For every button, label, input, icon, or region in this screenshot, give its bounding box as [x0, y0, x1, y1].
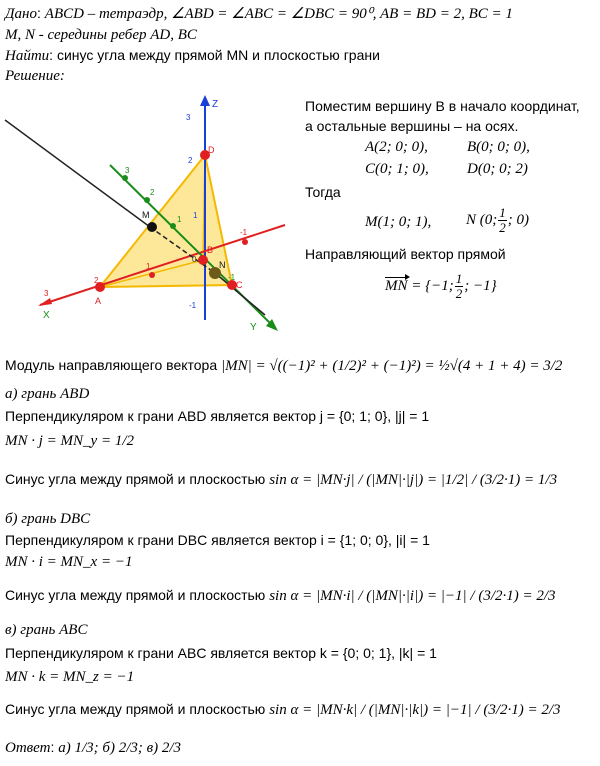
part-c-sine-text: Синус угла между прямой и плоскостью	[5, 701, 266, 717]
coord-N-open: (0;	[479, 211, 498, 228]
x-axis-arrow	[38, 298, 52, 306]
modulus-text: Модуль направляющего вектора	[5, 357, 218, 373]
y-tick-neg1: -1	[228, 273, 236, 282]
answer-line: Ответ: а) 1/3; б) 2/3; в) 2/3	[5, 739, 182, 756]
coord-N	[466, 206, 529, 235]
z-axis-arrow	[200, 95, 210, 106]
right-line-1: Поместим вершину B в начало координат,	[305, 98, 580, 114]
coord-C: C(0; 1; 0),	[365, 161, 429, 177]
then-label: Тогда	[305, 184, 341, 200]
x-tick-1: 1	[146, 262, 151, 271]
part-c-dot: MN · k = MN_z = −1	[5, 669, 135, 685]
vector-MN-eq: = {−1;	[411, 277, 454, 294]
given-line: Дано: ABCD – тетраэдр, ∠ABD = ∠ABC = ∠DBC = 90⁰, AB = BD = 2, BC = 1	[5, 5, 513, 22]
x-tick-3: 3	[44, 289, 49, 298]
midpoint-M-label: M	[142, 210, 150, 220]
find-label: Найти	[5, 48, 50, 64]
coord-M: M(1; 0; 1),	[365, 214, 432, 230]
given-text: ABCD – тетраэдр, ∠ABD = ∠ABC = ∠DBC = 90⁰, AB = BD = 2, BC = 1	[44, 6, 513, 22]
coord-B: B(0; 0; 0),	[467, 139, 530, 155]
x-tick-dot-1	[149, 272, 155, 278]
vector-MN-den: 2	[455, 286, 463, 301]
find-line: Найти: синус угла между прямой MN и плоскостью грани	[5, 47, 380, 64]
part-c-perp: Перпендикуляром к грани ABC является вектор k = {0; 0; 1}, |k| = 1	[5, 645, 437, 661]
point-B	[198, 255, 208, 265]
vector-MN-def	[385, 272, 497, 301]
midpoints-text: M, N - середины ребер AD, BC	[5, 27, 197, 43]
midpoint-N-label: N	[219, 260, 226, 270]
x-axis-label: X	[43, 310, 50, 321]
part-a-sine-text: Синус угла между прямой и плоскостью	[5, 471, 266, 487]
answer-text: а) 1/3; б) 2/3; в) 2/3	[58, 740, 182, 756]
vector-MN-frac	[455, 272, 464, 301]
tetrahedron-figure	[0, 90, 300, 340]
z-axis-label: Z	[212, 99, 219, 110]
vector-MN: MN	[385, 277, 408, 294]
coord-A: A(2; 0; 0),	[365, 139, 428, 155]
part-b-dot: MN · i = MN_x = −1	[5, 554, 133, 570]
y-tick-1: 1	[177, 215, 182, 224]
coord-N-num: 1	[499, 205, 506, 220]
z-tick-2: 2	[188, 156, 193, 165]
modulus-line	[5, 356, 562, 375]
z-tick-3: 3	[186, 113, 191, 122]
solution-label: Решение:	[5, 68, 65, 84]
given-label: Дано	[5, 6, 37, 22]
y-tick-dot-3	[122, 175, 128, 181]
vertex-D-label: D	[208, 145, 215, 155]
part-a-title: а) грань ABD	[5, 386, 90, 402]
part-b-sine	[5, 586, 556, 605]
coord-N-frac	[498, 206, 507, 235]
part-b-perp: Перпендикуляром к грани DBC является вектор i = {1; 0; 0}, |i| = 1	[5, 532, 430, 548]
part-b-sine-formula: sin α = |MN·i| / (|MN|·|i|) = |−1| / (3/2·1) = 2/3	[269, 588, 556, 604]
z-tick-1: 1	[193, 211, 198, 220]
part-a-sine	[5, 470, 557, 489]
find-text: синус угла между прямой MN и плоскостью грани	[56, 47, 380, 63]
midpoints-line	[5, 25, 197, 44]
vertex-B-label: B	[207, 245, 214, 255]
part-a-dot: MN · j = MN_y = 1/2	[5, 433, 134, 449]
vector-MN-num: 1	[455, 271, 463, 286]
x-tick-neg1: -1	[240, 228, 248, 237]
part-a-sine-formula: sin α = |MN·j| / (|MN|·|j|) = |1/2| / (3/2·1) = 1/3	[269, 472, 558, 488]
part-b-title: б) грань DBC	[5, 511, 91, 527]
coord-N-close: ; 0)	[507, 211, 530, 228]
y-tick-dot-1	[170, 223, 176, 229]
direction-label: Направляющий вектор прямой	[305, 246, 506, 262]
part-b-sine-text: Синус угла между прямой и плоскостью	[5, 587, 266, 603]
right-line-2: а остальные вершины – на осях.	[305, 118, 519, 134]
y-tick-2: 2	[150, 188, 155, 197]
vector-MN-close: ; −1}	[464, 277, 497, 294]
coord-N-prefix: N	[466, 211, 477, 228]
y-axis-label: Y	[250, 322, 257, 333]
x-tick-dot-neg1	[242, 239, 248, 245]
vertex-C-label: C	[236, 280, 243, 290]
part-c-sine	[5, 700, 561, 719]
part-c-sine-formula: sin α = |MN·k| / (|MN|·|k|) = |−1| / (3/2·1) = 2/3	[269, 702, 561, 718]
y-tick-3: 3	[125, 166, 130, 175]
point-M	[147, 222, 157, 232]
modulus-formula: |MN| = √((−1)² + (1/2)² + (−1)²) = ½√(4 + 1 + 4) = 3/2	[221, 358, 563, 374]
x-tick-2: 2	[94, 276, 99, 285]
answer-label: Ответ	[5, 740, 51, 756]
part-a-perp: Перпендикуляром к грани ABD является вектор j = {0; 1; 0}, |j| = 1	[5, 408, 430, 424]
origin-label: 0	[192, 255, 197, 264]
z-tick-neg1: -1	[189, 301, 197, 310]
part-c-title: в) грань ABC	[5, 622, 88, 638]
coord-D: D(0; 0; 2)	[467, 161, 528, 177]
y-tick-dot-2	[144, 197, 150, 203]
coord-N-den: 2	[499, 220, 506, 235]
vertex-A-label: A	[95, 296, 102, 306]
